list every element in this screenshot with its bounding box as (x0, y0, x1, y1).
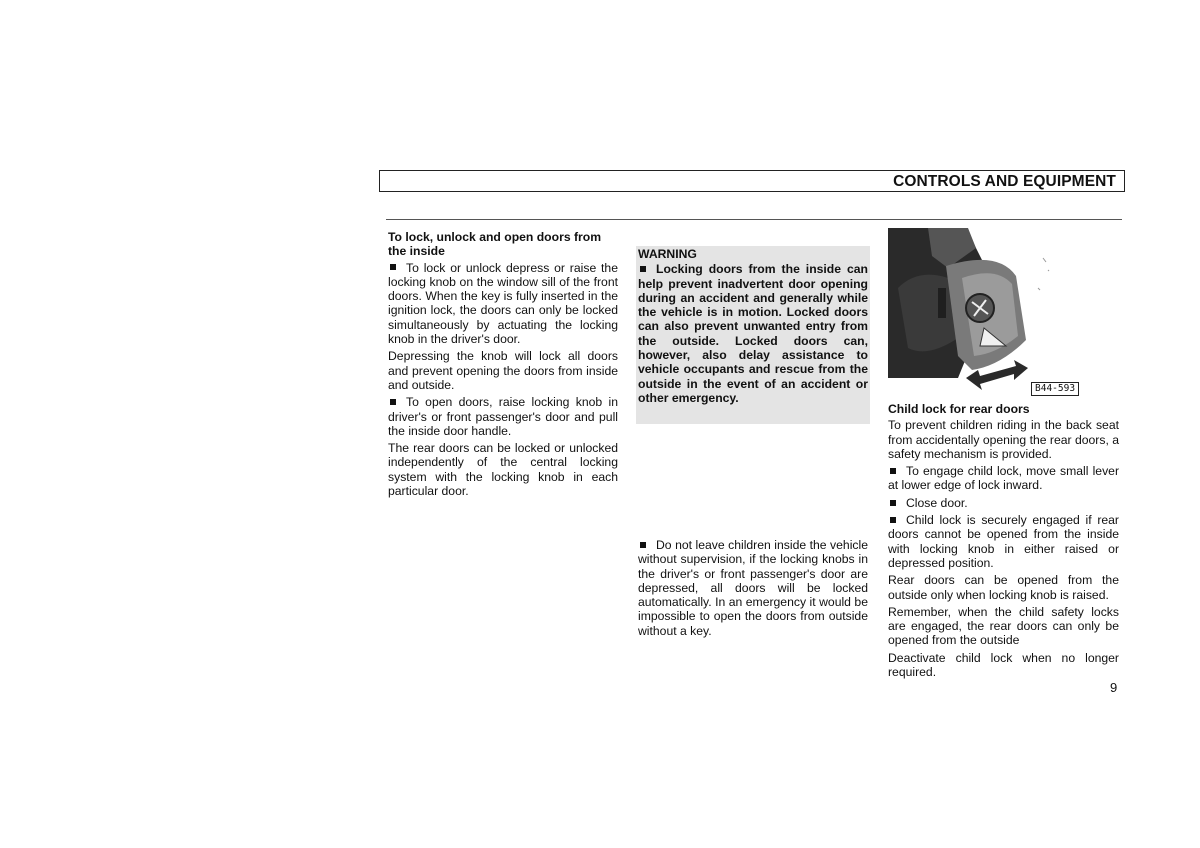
paragraph-text: To engage child lock, move small lever at lower edge of lock inward. (888, 464, 1119, 493)
paragraph-text: Close door. (906, 495, 968, 510)
paragraph (638, 538, 868, 638)
paragraph: Deactivate child lock when no longer required. (888, 650, 1119, 680)
child-lock-figure (888, 228, 1120, 400)
paragraph: To prevent children riding in the back seat from accidentally opening the rear doors, a safety mechanism is provided. (888, 418, 1120, 461)
paragraph: Depressing the knob will lock all doors and prevent opening the doors from inside and outside. (388, 349, 618, 392)
bullet-icon (640, 266, 646, 272)
column-middle (638, 538, 868, 641)
paragraph: Rear doors can be opened from the outside only when locking knob is raised. (888, 573, 1119, 602)
bullet-icon (390, 399, 396, 405)
page-number: 9 (1110, 680, 1118, 695)
warning-text: Locking doors from the inside can help prevent inadvertent door opening during an accident and generally while the vehicle is in motion. Locked doors can also prevent unwanted entry from the outside. Locked doors can, however, also delay assistance to vehicle occupants and rescue from the outside in the event of an accident or other emergency. (638, 262, 868, 405)
paragraph-text: Child lock is securely engaged if rear doors cannot be opened from the inside with locking knob in either raised or depressed position. (888, 513, 1119, 570)
paragraph (388, 261, 618, 347)
bullet-icon (890, 500, 896, 506)
column-left (388, 230, 618, 501)
section-title: CONTROLS AND EQUIPMENT (893, 173, 1116, 190)
section-header (379, 170, 1125, 192)
paragraph (888, 496, 1119, 510)
bullet-icon (390, 264, 396, 270)
bullet-icon (640, 542, 646, 548)
warning-box (636, 246, 870, 424)
column-right (888, 402, 1119, 682)
paragraph (888, 464, 1119, 493)
paragraph-text: To open doors, raise locking knob in driver's or front passenger's door and pull the inside door handle. (388, 395, 618, 438)
warning-title: WARNING (638, 247, 697, 261)
paragraph (388, 395, 618, 438)
child-lock-heading: Child lock for rear doors (888, 402, 1030, 416)
paragraph-text: Do not leave children inside the vehicle without supervision, if the locking knobs in the driver's or front passenger's door are depressed, all doors will be locked automatically. In an emergency it would be impossible to open the doors from outside without a key. (638, 538, 868, 638)
figure-code: B44-593 (1031, 382, 1079, 396)
paragraph: Remember, when the child safety locks are engaged, the rear doors can only be opened from the outside (888, 604, 1119, 648)
child-lock-illustration (888, 228, 1120, 400)
paragraph: The rear doors can be locked or unlocked independently of the central locking system with the locking knob in each particular door. (388, 441, 618, 499)
lock-doors-heading: To lock, unlock and open doors from the inside (388, 230, 602, 259)
paragraph-text: To lock or unlock depress or raise the locking knob on the window sill of the front doors. When the key is fully inserted in the ignition lock, the doors can only be locked simultaneously by actuating the locking knob in the driver's door. (388, 260, 618, 347)
bullet-icon (890, 517, 896, 523)
paragraph (888, 513, 1119, 570)
horizontal-rule (386, 219, 1122, 220)
bullet-icon (890, 468, 896, 474)
